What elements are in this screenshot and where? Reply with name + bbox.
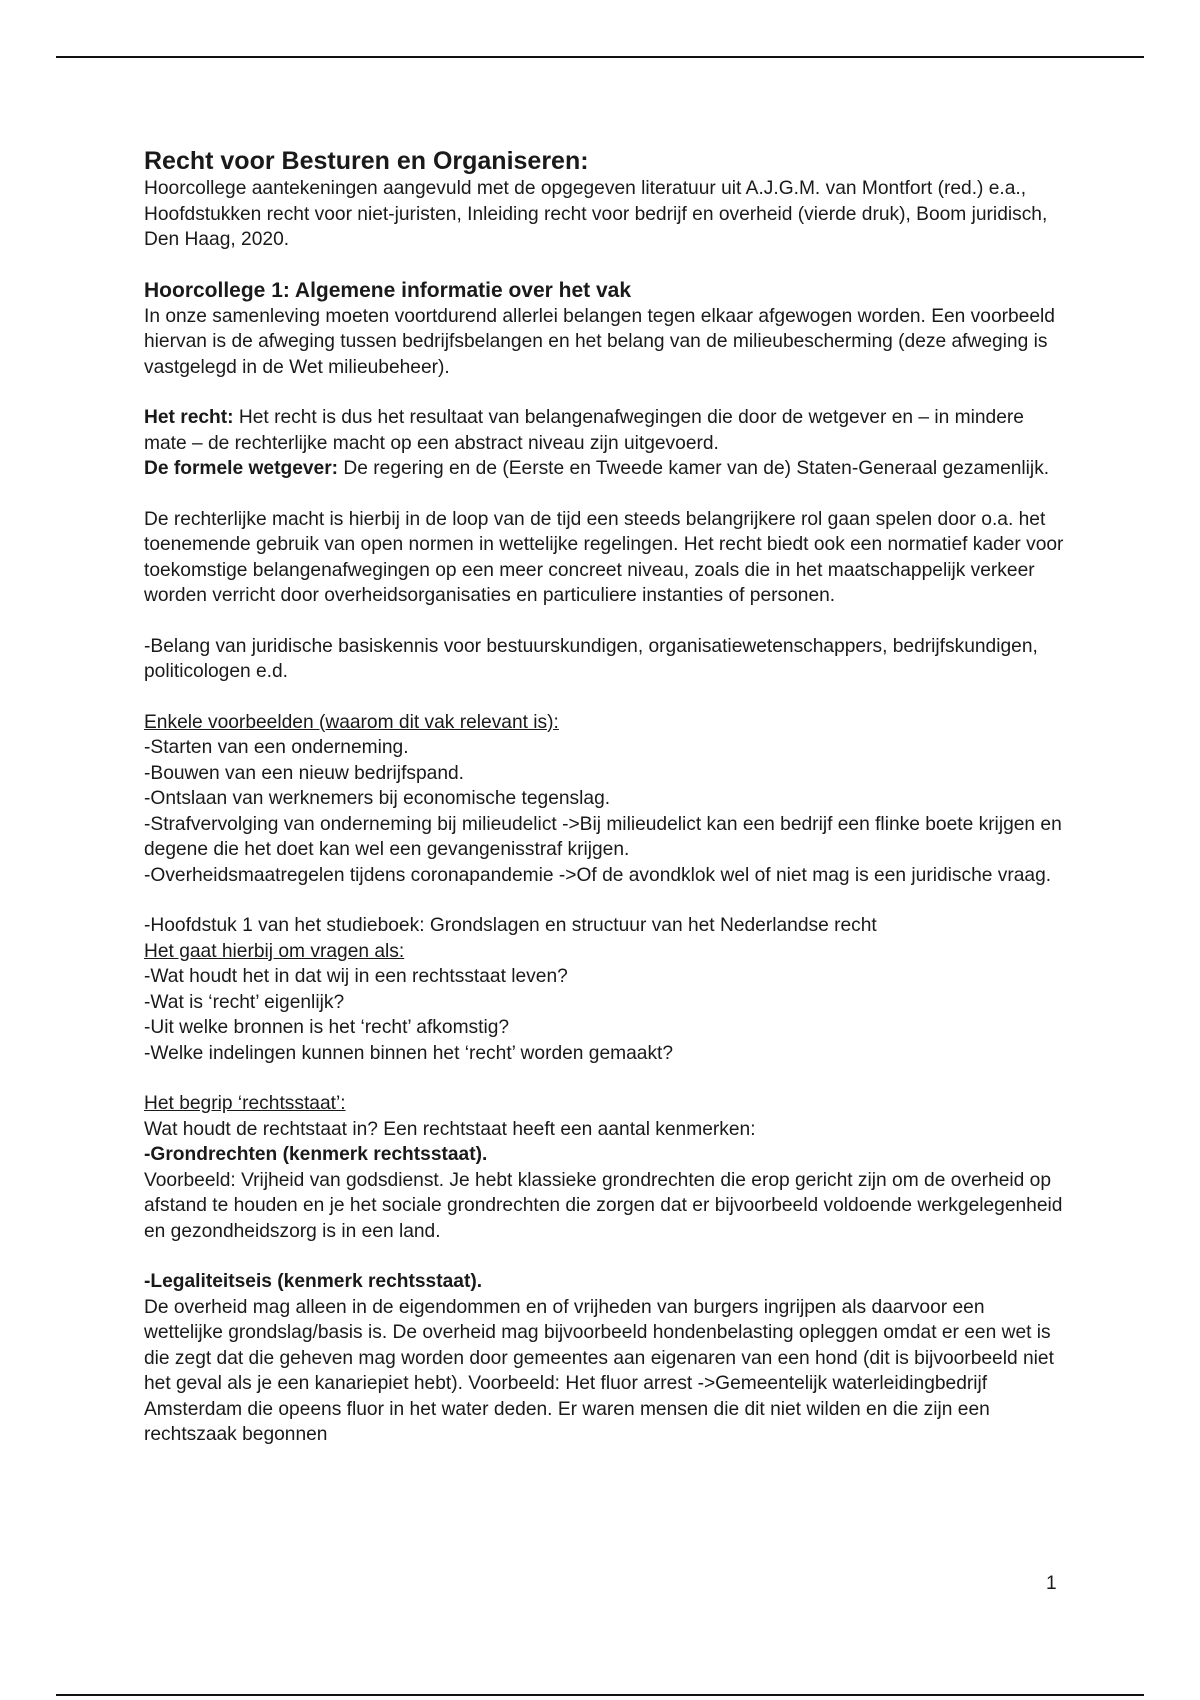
list-item: -Bouwen van een nieuw bedrijfspand. [144, 762, 465, 784]
intro-paragraph: Hoorcollege aantekeningen aangevuld met de opgegeven literatuur uit A.J.G.M. van Montfort (red.) e.a., Hoofdstukken recht voor niet-juristen, Inleiding recht voor bedrijf en overheid (vierde druk), Boom juridisch, Den Haag, 2020. [144, 178, 1048, 250]
footer-rule [56, 1694, 1144, 1696]
legaliteit-text: De overheid mag alleen in de eigendommen en of vrijheden van burgers ingrijpen als daarvoor een wettelijke grondslag/basis is. De overheid mag bijvoorbeeld hondenbelasting opleggen omdat er een wet is die zegt dat die geheven mag worden door gemeentes aan eigenaren van een hond (dit is bijvoorbeeld niet het geval als je een kanariepiet hebt). Voorbeeld: Het fluor arrest ->Gemeentelijk waterleidingbedrijf Amsterdam die opeens fluor in het water deden. Er waren mensen die dit niet wilden en die zijn een rechtszaak begonnen [144, 1296, 1054, 1445]
examples-heading: Enkele voorbeelden (waarom dit vak relevant is): [144, 711, 559, 733]
definition-het-recht [144, 405, 1064, 456]
list-item: -Welke indelingen kunnen binnen het ‘recht’ worden gemaakt? [144, 1042, 674, 1064]
header-rule [56, 56, 1144, 58]
document-page [144, 146, 1064, 1448]
term-text: De regering en de (Eerste en Tweede kamer van de) Staten-Generaal gezamenlijk. [338, 458, 1050, 479]
paragraph-belangen: In onze samenleving moeten voortdurend allerlei belangen tegen elkaar afgewogen worden. Een voorbeeld hiervan is de afweging tussen bedrijfsbelangen en het belang van de milieubescherming (deze afweging is vastgelegd in de Wet milieubeheer). [144, 305, 1055, 378]
list-item: -Wat is ‘recht’ eigenlijk? [144, 991, 345, 1013]
page-number: 1 [1046, 1573, 1057, 1594]
term-label: Het recht: [144, 407, 234, 428]
list-item: -Wat houdt het in dat wij in een rechtsstaat leven? [144, 966, 568, 987]
term-text: Het recht is dus het resultaat van belangenafwegingen die door de wetgever en – in mindere mate – de rechterlijke macht op een abstract niveau zijn uitgevoerd. [144, 407, 1024, 454]
term-label: De formele wetgever: [144, 458, 339, 479]
legaliteit-heading: -Legaliteitseis (kenmerk rechtsstaat). [144, 1271, 483, 1292]
grondrechten-text: Voorbeeld: Vrijheid van godsdienst. Je hebt klassieke grondrechten die erop gericht zijn om de overheid op afstand te houden en je het sociale grondrechten die zorgen dat er bijvoorbeeld voldoende werkgelegenheid en gezondheidszorg is in een land. [144, 1169, 1063, 1242]
chapter-line: -Hoofdstuk 1 van het studieboek: Grondslagen en structuur van het Nederlandse recht [144, 915, 877, 936]
examples-list [144, 735, 1064, 888]
questions-heading: Het gaat hierbij om vragen als: [144, 940, 405, 962]
questions-list [144, 964, 1064, 1066]
list-item: -Ontslaan van werknemers bij economische tegenslag. [144, 788, 611, 809]
document-title: Recht voor Besturen en Organiseren: [144, 147, 589, 175]
rechtsstaat-intro: Wat houdt de rechtstaat in? Een rechtstaat heeft een aantal kenmerken: [144, 1118, 756, 1140]
paragraph-basiskennis: -Belang van juridische basiskennis voor bestuurskundigen, organisatiewetenschappers, bedrijfskundigen, politicologen e.d. [144, 635, 1038, 682]
grondrechten-heading: -Grondrechten (kenmerk rechtsstaat). [144, 1144, 488, 1165]
list-item: -Overheidsmaatregelen tijdens coronapandemie ->Of de avondklok wel of niet mag is een juridische vraag. [144, 864, 1052, 886]
definition-formele-wetgever [144, 456, 1064, 482]
list-item: -Strafvervolging van onderneming bij milieudelict ->Bij milieudelict kan een bedrijf een flinke boete krijgen en degene die het doet kan wel een gevangenisstraf krijgen. [144, 813, 1062, 860]
list-item: -Starten van een onderneming. [144, 737, 409, 758]
rechtsstaat-heading: Het begrip ‘rechtsstaat’: [144, 1093, 346, 1114]
section-heading: Hoorcollege 1: Algemene informatie over het vak [144, 278, 632, 302]
list-item: -Uit welke bronnen is het ‘recht’ afkomstig? [144, 1017, 510, 1038]
paragraph-rechterlijke-macht: De rechterlijke macht is hierbij in de loop van de tijd een steeds belangrijkere rol gaan spelen door o.a. het toenemende gebruik van open normen in wettelijke regelingen. Het recht biedt ook een normatief kader voor toekomstige belangenafwegingen op een meer concreet niveau, zoals die in het maatschappelijk verkeer worden verricht door overheidsorganisaties en particuliere instanties of personen. [144, 508, 1064, 606]
